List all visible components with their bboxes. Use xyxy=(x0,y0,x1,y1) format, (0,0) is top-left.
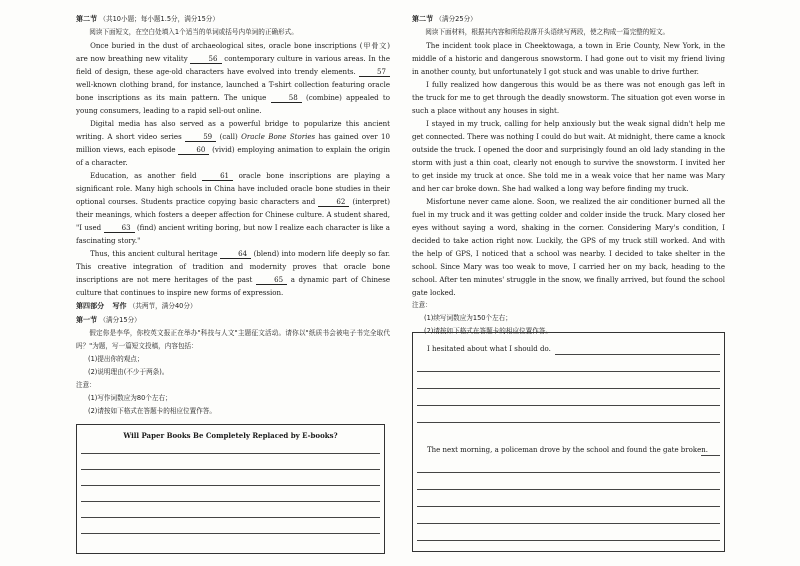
answer-line xyxy=(81,469,380,470)
story-paragraph: I fully realized how dangerous this would be as there was not enough gas left in the truck for me to get through the deadly snowstorm. The situation got even worse in such a place without any houses in sight. xyxy=(412,80,725,115)
answer-line xyxy=(417,523,720,524)
answer-line xyxy=(81,533,380,534)
section-heading: 第二节 （共10小题；每小题1.5分，满分15分） xyxy=(76,14,219,23)
answer-line xyxy=(555,354,720,355)
section-heading: 第二节 （满分25分） xyxy=(412,14,477,23)
answer-line xyxy=(701,455,720,456)
notice-2: (2)请按如下格式在答题卡的相应位置作答。 xyxy=(424,327,553,335)
answer-line xyxy=(417,388,720,389)
story-paragraph: The incident took place in Cheektowaga, a town in Erie County, New York, in the middle of a historic and dangerous snowstorm. I had gone out to visit my friend living in another county, but unfortunately I got stuck and was unable to drive further. xyxy=(412,41,725,76)
essay-answer-box[interactable] xyxy=(76,424,385,554)
requirement-2: (2)说明理由(不少于两条)。 xyxy=(88,368,169,376)
blank-56[interactable]: 56 xyxy=(190,54,221,64)
blank-57[interactable]: 57 xyxy=(359,67,390,77)
right-column xyxy=(412,12,725,338)
cloze-instruction: 阅读下面短文，在空白处填入1个适当的单词或括号内单词的正确形式。 xyxy=(89,28,298,36)
answer-line xyxy=(417,371,720,372)
continuation-answer-box[interactable] xyxy=(412,332,725,552)
answer-line xyxy=(81,453,380,454)
blank-59[interactable]: 59 xyxy=(185,132,216,142)
answer-line xyxy=(417,405,720,406)
notice-2: (2)请按如下格式在答题卡的相应位置作答。 xyxy=(88,407,217,415)
part-heading: 第四部分 写作 （共两节，满分40分） xyxy=(76,301,197,310)
cloze-paragraph: Once buried in the dust of archaeological sites, oracle bone inscriptions (甲骨文) are now breathing new vitality 56 contemporary culture in various areas. In the field of design, these age-old characters have evolved into trendy elements. 57 well-known clothing brand, for instance, launched a T-shirt collection featuring oracle bone inscriptions as its main pattern. The unique 58 (combine) appealed to young consumers, leading to a rapid sell-out online. xyxy=(76,41,391,115)
answer-line xyxy=(417,472,720,473)
blank-63[interactable]: 63 xyxy=(104,223,135,233)
answer-line xyxy=(81,517,380,518)
continuation-instruction: 阅读下面材料，根据其内容和所给段落开头语续写两段，使之构成一篇完整的短文。 xyxy=(425,28,670,36)
blank-60[interactable]: 60 xyxy=(178,145,209,155)
answer-line xyxy=(81,501,380,502)
paragraph-2-opening: The next morning, a policeman drove by the school and found the gate broken. xyxy=(427,446,708,454)
answer-line xyxy=(417,540,720,541)
answer-line xyxy=(417,422,720,423)
cloze-paragraph: Education, as another field 61 oracle bone inscriptions are playing a significant role. Many high schools in China have included oracle bone studies in their optional courses. Students practice copying basic characters and 62 (interpret) their meanings, which fosters a deeper affection for Chinese culture. A student shared, "I used 63 (find) ancient writing boring, but now I realize each character is like a fascinating story." xyxy=(76,171,390,245)
left-column xyxy=(76,12,390,418)
answer-line xyxy=(81,485,380,486)
notice-label: 注意： xyxy=(412,301,432,309)
blank-65[interactable]: 65 xyxy=(256,275,287,285)
requirement-1: (1)提出你的观点； xyxy=(88,355,144,363)
cloze-paragraph: Thus, this ancient cultural heritage 64 (blend) into modern life deeply so far. This creative integration of tradition and modernity proves that oracle bone inscriptions are not mere heritages of the past 65 a dynamic part of Chinese culture that continues to inspire new forms of expression. xyxy=(76,249,390,297)
notice-label: 注意： xyxy=(76,381,96,389)
cloze-paragraph: Digital media has also served as a powerful bridge to popularize this ancient writing. A short video series 59 (call) Oracle Bone Stories has gained over 10 million views, each episode 60 (vivid) employing animation to explain the origin of a character. xyxy=(76,119,390,167)
notice-1: (1)续写词数应为150个左右； xyxy=(424,314,512,322)
writing-task: 假定你是李华，你校英文报正在举办"科技与人文"主题征文活动。请你以"纸质书会被电子书完全取代吗？"为题，写一篇短文投稿，内容包括： xyxy=(76,329,390,350)
series-title: Oracle Bone Stories xyxy=(241,132,316,141)
blank-61[interactable]: 61 xyxy=(202,171,233,181)
answer-line xyxy=(417,489,720,490)
blank-62[interactable]: 62 xyxy=(318,197,349,207)
notice-1: (1)写作词数应为80个左右； xyxy=(88,394,172,402)
writing-section-heading: 第一节 （满分15分） xyxy=(76,315,141,324)
answer-line xyxy=(417,506,720,507)
paragraph-1-opening: I hesitated about what I should do. xyxy=(427,345,551,353)
story-paragraph: I stayed in my truck, calling for help anxiously but the weak signal didn't help me get connected. There was nothing I could do but wait. At midnight, there came a knock outside the truck. I opened the door and surprisingly found an old lady standing in the storm with just a thin coat, clearly not enough to survive the snowstorm. I invited her to get inside my truck at once. She told me in a weak voice that her name was Mary and her car broke down. She had walked a long way before finding my truck. xyxy=(412,119,725,193)
story-paragraph: Misfortune never came alone. Soon, we realized the air conditioner burned all the fuel in my truck and it was getting colder and colder inside the truck. Mary closed her eyes without saying a word, shaking in the corner. Considering Mary's condition, I decided to take action right now. Luckily, the GPS of my truck still worked. And with the help of GPS, I noticed that a school was nearby. I decided to take shelter in the school. Since Mary was too weak to move, I carried her on my back, heading to the school. After ten minutes' struggle in the snow, we finally arrived, but found the school gate locked. xyxy=(412,197,725,297)
blank-58[interactable]: 58 xyxy=(271,93,302,103)
essay-title: Will Paper Books Be Completely Replaced by E-books? xyxy=(123,431,338,440)
blank-64[interactable]: 64 xyxy=(220,249,251,259)
